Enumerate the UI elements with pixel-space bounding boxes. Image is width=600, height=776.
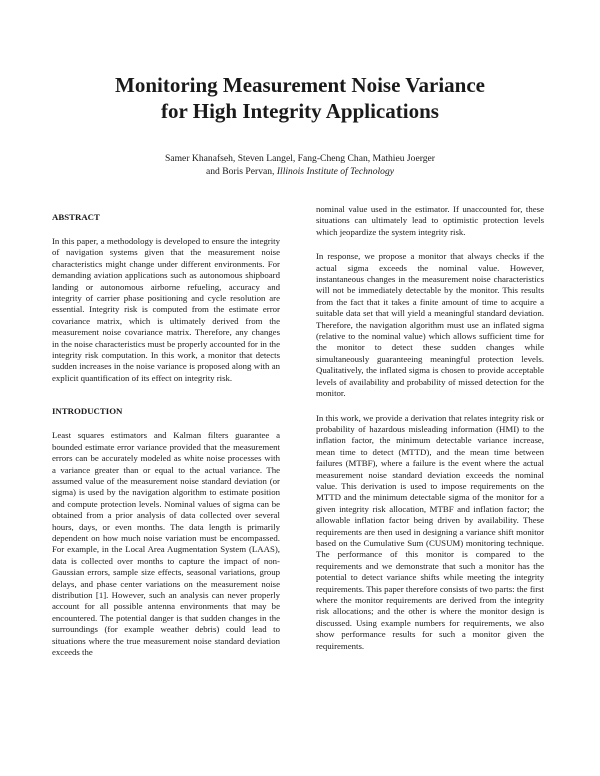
abstract-text: In this paper, a methodology is developed to ensure the integrity of navigation systems given that the measurement noise characteristics might change under different environments. For demanding aviation applications such as autonomous shipboard landing or autonomous airborne refueling, accuracy and integrity of carrier phase positioning and cycle resolution are essential. Integrity risk is computed from the estimate error covariance matrix, which is ultimately derived from the measurement noise covariance matrix. Therefore, any changes in the noise characteristics must be properly accounted for in the integrity risk computation. In this work, a monitor that detects sudden increases in the noise variance is proposed along with an explicit quantification of its effect on integrity risk. [52, 236, 280, 383]
title-line-1: Monitoring Measurement Noise Variance [115, 73, 485, 97]
author-block [40, 152, 560, 178]
right-paragraph-3: In this work, we provide a derivation that relates integrity risk or probability of hazardous misleading information (HMI) to the inflation factor, the minimum detectable variance increase, mean time to detect (MTTD), and the mean time between failures (MTBF), where a failure is the event where the actual measurement noise standard deviation exceeds the nominal value. This derivation is used to impose requirements on the MTTD and the minimum detectable sigma of the monitor for a given integrity risk allocation, MTBF and inflation factor; the allowable inflation factor being driven by availability. These requirements are then used in designing a variance shift monitor based on the Cumulative Sum (CUSUM) monitoring technique. The performance of this monitor is compared to the requirements and we demonstrate that such a monitor has the potential to detect variance shifts while meeting the integrity requirements. This paper therefore consists of two parts: the first where the monitor requirements are derived from the integrity risk allocations; and the other is where the monitor design is discussed. Using example numbers for requirements, we also show performance results for such a monitor given the requirements. [316, 412, 544, 651]
right-paragraph-1: nominal value used in the estimator. If unaccounted for, these situations can ultimately lead to optimistic protection levels which jeopardize the system integrity risk. [316, 204, 544, 237]
right-column [316, 204, 544, 665]
author-line-1: Samer Khanafseh, Steven Langel, Fang-Cheng Chan, Mathieu Joerger [165, 153, 435, 164]
author-line-2 [40, 165, 560, 178]
left-column [52, 204, 280, 671]
author-line-2-prefix: and Boris Pervan, [205, 166, 277, 177]
introduction-paragraph-1: Least squares estimators and Kalman filters guarantee a bounded estimate error variance provided that the measurement errors can be accurately modeled as white noise processes with a variance greater than or equal to the actual variance. The assumed value of the measurement noise standard deviation (or sigma) is used by the navigation algorithm to estimate position and compute protection levels. Nominal values of sigma can be obtained from a prior analysis of data collected over several hours, days, or even months. The data length is primarily dependent on how much noise variation must be encompassed. For example, in the Local Area Augmentation System (LAAS), data is collected over months to capture the impact of non-Gaussian errors, sample size effects, seasonal variations, group delays, and phase center variations on the measurement noise distribution [1]. However, such an analysis can never properly account for all possible antenna environments that may be encountered. The potential danger is that sudden changes in the surroundings (for example weather debris) could lead to situations where the true measurement noise standard deviation exceeds the [52, 430, 280, 657]
introduction-heading: INTRODUCTION [52, 406, 123, 417]
right-paragraph-2: In response, we propose a monitor that always checks if the actual sigma exceeds the nominal value. However, instantaneous changes in the measurement noise characteristics will not be immediately detectable by the monitor. This results from the fact that it takes a finite amount of time to acquire a suitable data set that will yield a meaningful standard deviation. Therefore, the navigation algorithm must use an inflated sigma (relative to the nominal value) which allows sufficient time for the monitor to detect these sudden changes while simultaneously guaranteeing meaningful protection levels. Qualitatively, the inflated sigma is chosen to provide acceptable levels of availability and probability of missed detection for the monitor. [316, 251, 544, 399]
abstract-heading: ABSTRACT [52, 212, 100, 222]
paper-title [40, 72, 560, 124]
title-line-2: for High Integrity Applications [161, 99, 439, 123]
affiliation: Illinois Institute of Technology [276, 166, 395, 177]
